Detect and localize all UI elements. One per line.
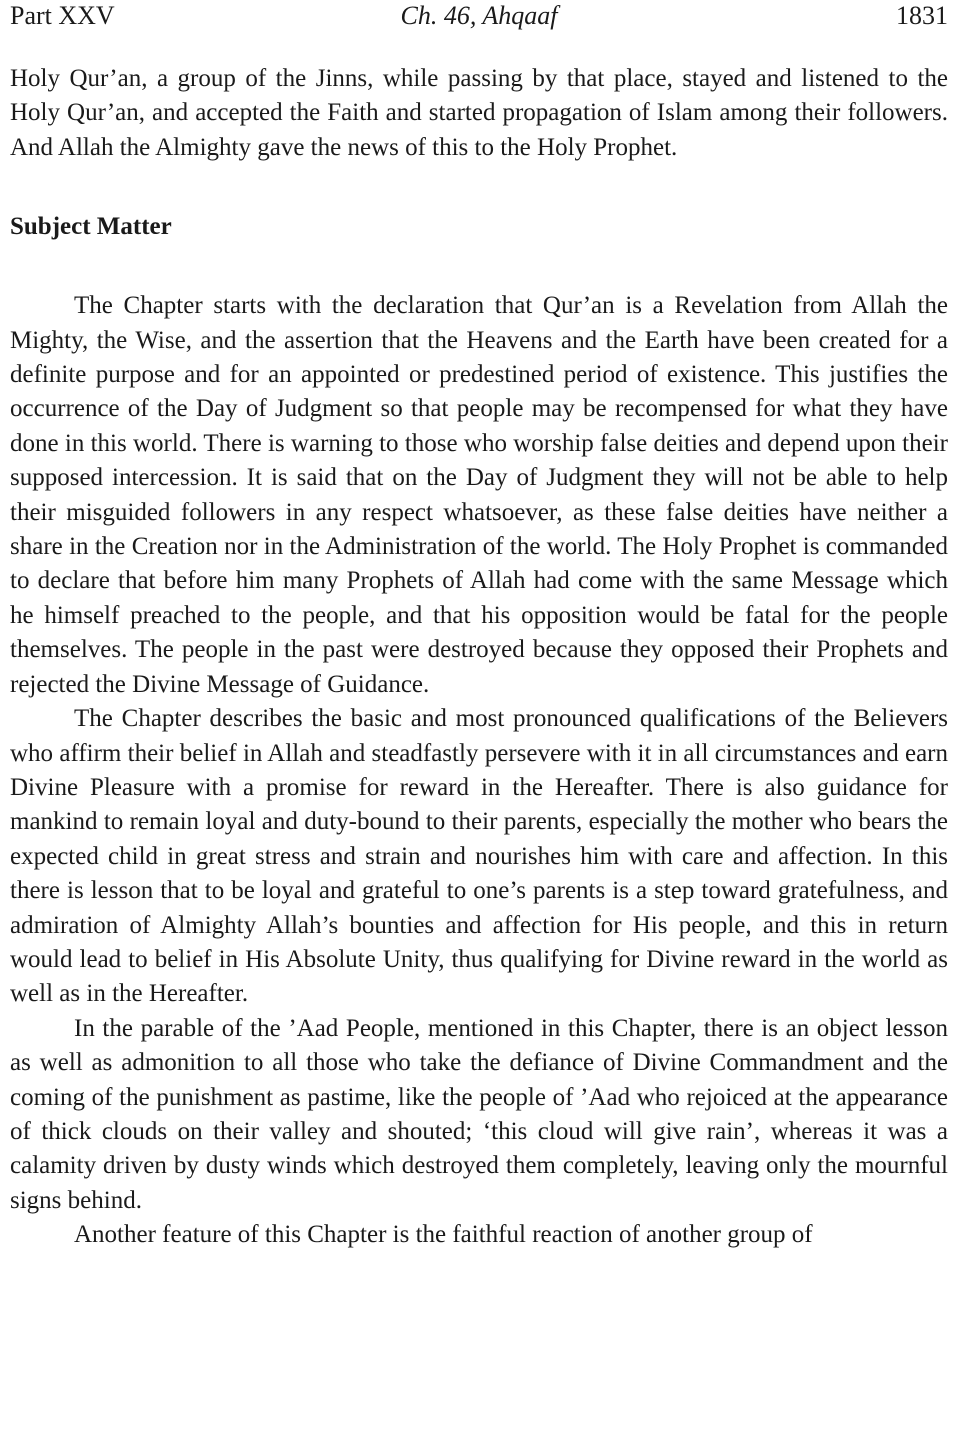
section-heading: Subject Matter (10, 213, 172, 241)
running-header (10, 0, 948, 40)
body-paragraph: The Chapter starts with the declaration that Qur’an is a Revelation from Allah the Mighty, the Wise, and the assertion that the Heavens and the Earth have been created for a definite purpose and for an appointed or predestined period of existence. This justifies the occurrence of the Day of Judgment so that people may be recompensed for what they have done in this world. There is warning to those who worship false deities and depend upon their supposed intercession. It is said that on the Day of Judgment they will not be able to help their misguided followers in any respect whatsoever, as these false deities have neither a share in the Creation nor in the Administration of the world. The Holy Prophet is commanded to declare that before him many Prophets of Allah had come with the same Message which he himself preached to the people, and that his opposition would be fatal for the people themselves. The people in the past were destroyed because they opposed their Prophets and rejected the Divine Message of Guidance. (10, 292, 948, 698)
page-number: 1831 (896, 1, 948, 30)
body-paragraph: The Chapter describes the basic and most pronounced qualifications of the Believers who affirm their belief in Allah and steadfastly persevere with it in all circumstances and earn Divine Pleasure with a promise for reward in the Hereafter. There is also guidance for mankind to remain loyal and duty-bound to their parents, especially the mother who bears the expected child in great stress and strain and nourishes him with care and affection. In this there is lesson that to be loyal and grateful to one’s parents is a step toward gratefulness, and admiration of Almighty Allah’s bounties and affection for His people, and this in return would lead to belief in His Absolute Unity, thus qualifying for Divine reward in the world as well as in the Hereafter. (10, 705, 948, 1008)
body-paragraph: In the parable of the ’Aad People, mentioned in this Chapter, there is an object lesson as well as admonition to all those who take the defiance of Divine Commandment and the coming of the punishment as pastime, like the people of ’Aad who rejoiced at the appearance of thick clouds on their valley and shouted; ‘this cloud will give rain’, whereas it was a calamity driven by dusty winds which destroyed them completely, leaving only the mournful signs behind. (10, 1014, 948, 1214)
part-label: Part XXV (10, 1, 115, 30)
intro-paragraph: Holy Qur’an, a group of the Jinns, while passing by that place, stayed and listened to the Holy Qur’an, and accepted the Faith and started propagation of Islam among their followers. And Allah the Almighty gave the news of this to the Holy Prophet. (10, 65, 948, 161)
chapter-title: Ch. 46, Ahqaaf (400, 1, 558, 30)
body-paragraph: Another feature of this Chapter is the faithful reaction of another group of (74, 1221, 813, 1249)
